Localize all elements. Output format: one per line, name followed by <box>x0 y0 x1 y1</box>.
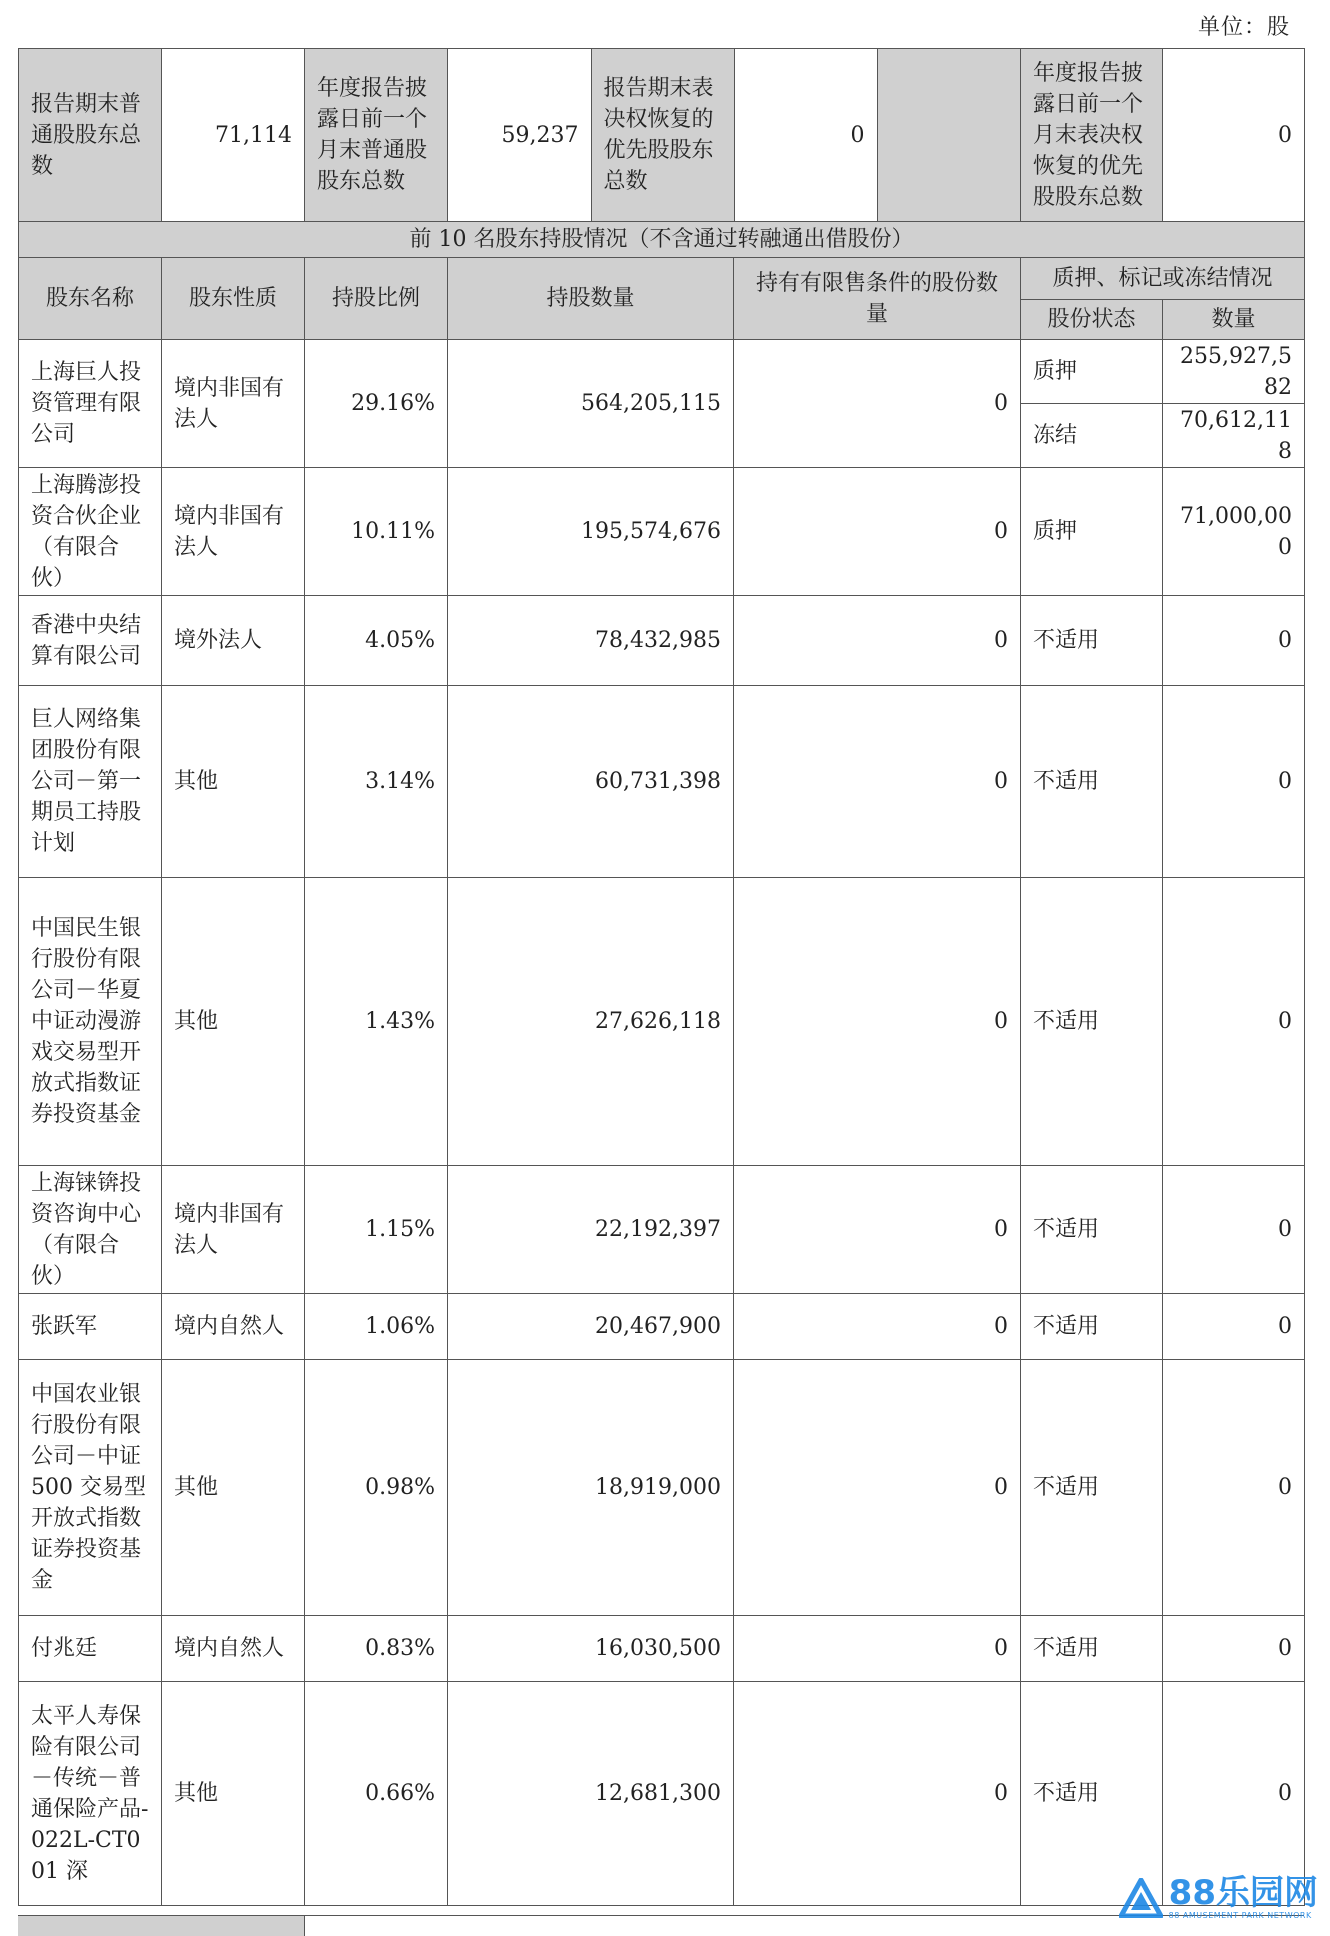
shareholder-restricted: 0 <box>734 596 1021 686</box>
summary-label-preferred-restored: 报告期末表决权恢复的优先股股东总数 <box>591 49 734 221</box>
shareholder-quantity: 16,030,500 <box>448 1616 734 1682</box>
shareholder-name: 张跃军 <box>19 1294 162 1360</box>
table-row <box>19 468 1305 596</box>
shareholder-name: 上海巨人投资管理有限公司 <box>19 340 162 468</box>
shareholder-restricted: 0 <box>734 1682 1021 1906</box>
watermark-subtitle: 88 AMUSEMENT PARK NETWORK <box>1168 1911 1312 1920</box>
header-nature: 股东性质 <box>162 258 305 340</box>
header-pledge-qty: 数量 <box>1163 300 1305 340</box>
pledge-quantity: 0 <box>1163 596 1305 686</box>
pledge-quantity: 0 <box>1163 1616 1305 1682</box>
shareholder-ratio: 1.06% <box>305 1294 448 1360</box>
unit-label: 单位：股 <box>1197 15 1290 40</box>
pledge-quantity: 255,927,582 <box>1163 340 1305 404</box>
watermark <box>1119 1873 1318 1920</box>
table-row <box>19 1166 1305 1294</box>
shareholder-name: 上海腾澎投资合伙企业（有限合伙） <box>19 468 162 596</box>
pledge-quantity: 71,000,000 <box>1163 468 1305 596</box>
section-title-row <box>19 222 1305 258</box>
pledge-status: 不适用 <box>1021 1294 1163 1360</box>
pledge-status: 不适用 <box>1021 686 1163 878</box>
shareholder-ratio: 1.43% <box>305 878 448 1166</box>
shareholder-nature: 其他 <box>162 1360 305 1616</box>
freeze-quantity: 70,612,118 <box>1163 404 1305 468</box>
summary-label-holders-before-disclosure: 年度报告披露日前一个月末普通股股东总数 <box>305 49 448 222</box>
shareholder-name: 太平人寿保险有限公司－传统－普通保险产品-022L-CT001 深 <box>19 1682 162 1906</box>
shareholder-quantity: 195,574,676 <box>448 468 734 596</box>
shareholder-quantity: 27,626,118 <box>448 878 734 1166</box>
shareholder-ratio: 29.16% <box>305 340 448 468</box>
summary-label-preferred-before-disclosure-part <box>877 49 1020 221</box>
shareholder-nature: 境内非国有法人 <box>162 1166 305 1294</box>
summary-label-preferred-before-disclosure: 年度报告披露日前一个月末表决权恢复的优先股股东总数 <box>1021 49 1163 222</box>
shareholder-name: 香港中央结算有限公司 <box>19 596 162 686</box>
shareholder-name: 中国民生银行股份有限公司－华夏中证动漫游戏交易型开放式指数证券投资基金 <box>19 878 162 1166</box>
pledge-status: 不适用 <box>1021 1682 1163 1906</box>
shareholder-restricted: 0 <box>734 468 1021 596</box>
header-quantity: 持股数量 <box>448 258 734 340</box>
section-title: 前 10 名股东持股情况（不含通过转融通出借股份） <box>19 222 1305 258</box>
table-row <box>19 1360 1305 1616</box>
header-name: 股东名称 <box>19 258 162 340</box>
pledge-status: 质押 <box>1021 340 1163 404</box>
table-row <box>19 596 1305 686</box>
table-row <box>19 878 1305 1166</box>
shareholder-ratio: 3.14% <box>305 686 448 878</box>
shareholder-quantity: 78,432,985 <box>448 596 734 686</box>
pledge-quantity: 0 <box>1163 1360 1305 1616</box>
shareholder-quantity: 20,467,900 <box>448 1294 734 1360</box>
header-pledge-group: 质押、标记或冻结情况 <box>1021 258 1305 300</box>
header-pledge-status: 股份状态 <box>1021 300 1163 340</box>
pledge-status: 不适用 <box>1021 878 1163 1166</box>
shareholder-ratio: 0.66% <box>305 1682 448 1906</box>
triangle-logo-icon <box>1119 1878 1163 1918</box>
shareholder-quantity: 22,192,397 <box>448 1166 734 1294</box>
summary-label-common-holders: 报告期末普通股股东总数 <box>19 49 162 222</box>
next-table-gray-cell <box>18 1916 305 1936</box>
pledge-quantity: 0 <box>1163 686 1305 878</box>
shareholder-nature: 其他 <box>162 1682 305 1906</box>
shareholder-nature: 其他 <box>162 686 305 878</box>
summary-value-preferred-before-disclosure: 0 <box>1163 49 1305 222</box>
shareholder-ratio: 10.11% <box>305 468 448 596</box>
shareholder-name: 付兆廷 <box>19 1616 162 1682</box>
table-row <box>19 1294 1305 1360</box>
table-row <box>19 1616 1305 1682</box>
pledge-quantity: 0 <box>1163 1294 1305 1360</box>
shareholder-restricted: 0 <box>734 1294 1021 1360</box>
shareholder-quantity: 12,681,300 <box>448 1682 734 1906</box>
pledge-status: 不适用 <box>1021 1166 1163 1294</box>
shareholder-restricted: 0 <box>734 340 1021 468</box>
pledge-status: 不适用 <box>1021 1360 1163 1616</box>
summary-row <box>19 49 1305 222</box>
shareholder-nature: 境内自然人 <box>162 1616 305 1682</box>
pledge-quantity: 0 <box>1163 1682 1305 1906</box>
header-row-1 <box>19 258 1305 300</box>
shareholder-name: 上海铼锛投资咨询中心（有限合伙） <box>19 1166 162 1294</box>
shareholder-ratio: 1.15% <box>305 1166 448 1294</box>
pledge-status: 不适用 <box>1021 596 1163 686</box>
pledge-quantity: 0 <box>1163 1166 1305 1294</box>
shareholder-ratio: 0.83% <box>305 1616 448 1682</box>
pledge-quantity: 0 <box>1163 878 1305 1166</box>
summary-value-holders-before-disclosure: 59,237 <box>448 49 591 221</box>
shareholder-name: 巨人网络集团股份有限公司－第一期员工持股计划 <box>19 686 162 878</box>
shareholder-name: 中国农业银行股份有限公司－中证 500 交易型开放式指数证券投资基金 <box>19 1360 162 1616</box>
shareholder-restricted: 0 <box>734 686 1021 878</box>
shareholder-ratio: 4.05% <box>305 596 448 686</box>
shareholder-restricted: 0 <box>734 878 1021 1166</box>
shareholder-restricted: 0 <box>734 1616 1021 1682</box>
freeze-status: 冻结 <box>1021 404 1163 468</box>
shareholder-restricted: 0 <box>734 1166 1021 1294</box>
shareholder-nature: 境内非国有法人 <box>162 340 305 468</box>
table-row <box>19 340 1305 404</box>
next-table-edge <box>18 1915 1304 1936</box>
table-row <box>19 1682 1305 1906</box>
table-row <box>19 686 1305 878</box>
shareholder-quantity: 60,731,398 <box>448 686 734 878</box>
shareholder-nature: 境内非国有法人 <box>162 468 305 596</box>
shareholder-restricted: 0 <box>734 1360 1021 1616</box>
pledge-status: 不适用 <box>1021 1616 1163 1682</box>
watermark-title: 88乐园网 <box>1168 1873 1318 1913</box>
pledge-status: 质押 <box>1021 468 1163 596</box>
shareholder-nature: 境外法人 <box>162 596 305 686</box>
shareholder-nature: 境内自然人 <box>162 1294 305 1360</box>
header-restricted: 持有有限售条件的股份数量 <box>734 258 1021 340</box>
summary-value-preferred-restored: 0 <box>734 49 877 221</box>
header-ratio: 持股比例 <box>305 258 448 340</box>
summary-value-common-holders: 71,114 <box>162 49 305 222</box>
shareholder-quantity: 18,919,000 <box>448 1360 734 1616</box>
shareholder-table <box>18 48 1305 1906</box>
shareholder-ratio: 0.98% <box>305 1360 448 1616</box>
shareholder-quantity: 564,205,115 <box>448 340 734 468</box>
shareholder-nature: 其他 <box>162 878 305 1166</box>
